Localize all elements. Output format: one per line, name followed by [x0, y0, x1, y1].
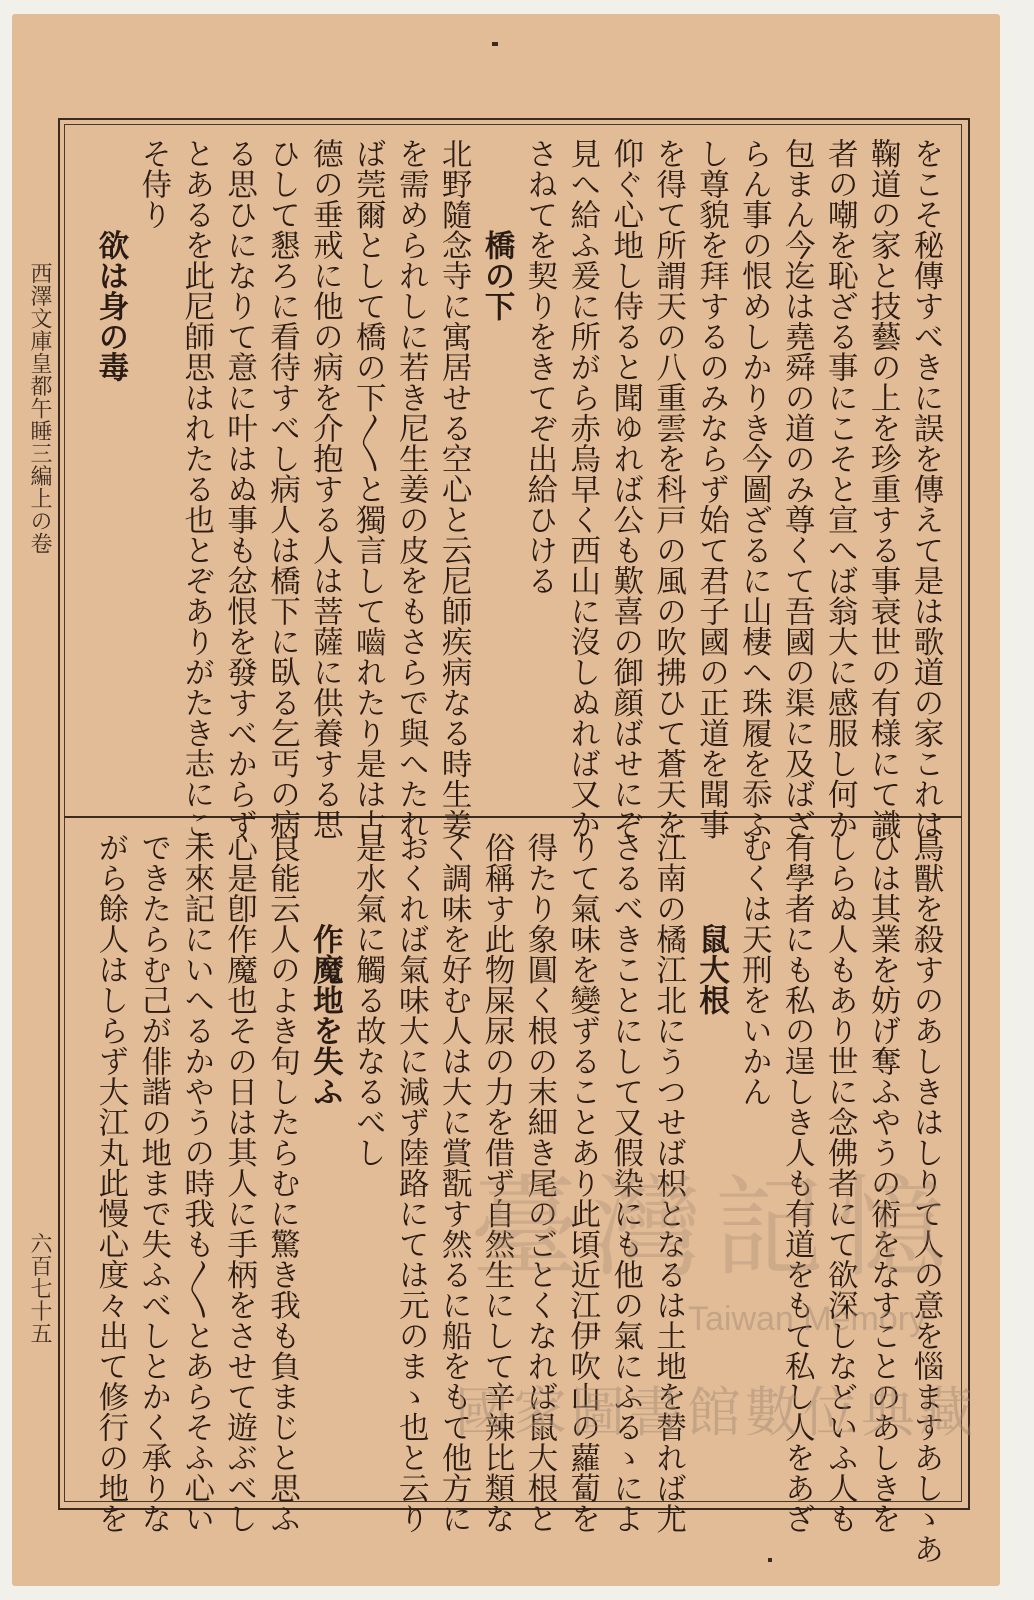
text-column: ば莞爾として橋の下〳〵と獨言して嚙れたり是は古	[350, 138, 386, 840]
section-heading: 欲は身の毒	[92, 138, 129, 382]
text-column: らん事の恨めしかりき今圖ざるに山棲へ珠履を忝ふ	[736, 138, 772, 840]
section-heading: 鼠大根	[693, 832, 730, 1015]
text-column: 德の垂戒に他の病を介抱する人は菩薩に供養する思	[307, 138, 343, 840]
text-column: とあるを此尼師思はれたる也とぞありがたき志にこ	[178, 138, 214, 840]
text-column: 包まん今迄は堯舜の道のみ尊くて吾國の渠に及ばざ	[779, 138, 815, 840]
text-column: しらぬ人もあり世に念佛者にて欲深しなどいふ人も	[822, 832, 858, 1534]
text-column: 得たり象圓く根の末細き尾のごとくなれば鼠大根と	[521, 832, 557, 1534]
text-column: 良能云人のよき句したらむに驚き我も負まじと思ふ	[264, 832, 300, 1534]
text-column: 鳥獸を殺すのあしきはしりて人の意を惱ますあしゝあ	[908, 832, 943, 1564]
running-head: 西澤文庫皇都午睡三編上の卷	[27, 262, 52, 555]
text-column: おくれば氣味大に減ず陸路にては元のまゝ也と云り	[393, 832, 429, 1534]
text-column: がら餘人はしらず大江丸此慢心度々出て修行の地を	[92, 832, 128, 1534]
watermark-library: 國家圖書館數位典藏	[455, 1381, 977, 1444]
text-column: 仰ぐ心地し侍ると聞ゆれば公も歎喜の御顔ばせにぞ	[607, 138, 643, 840]
text-column: く調味を好む人は大に賞翫す然るに船をもて他方に	[436, 832, 472, 1534]
text-column: をこそ秘傳すべきに誤を傳えて是は歌道の家これは	[908, 138, 943, 840]
watermark-logo-text: 臺灣記憶	[470, 1164, 958, 1292]
text-column: 心是卽作魔也その日は其人に手柄をさせて遊ぶべし	[221, 832, 257, 1534]
text-column: し尊貌を拜するのみならず始て君子國の正道を聞事	[693, 138, 729, 840]
bottom-registration-mark	[768, 1558, 772, 1562]
text-column: ひは其業を妨げ奪ふやうの術をなすことのあしきを	[865, 832, 901, 1534]
text-column: 鞠道の家と技藝の上を珍重する事衰世の有様にて識	[865, 138, 901, 840]
text-column: 未來記にいへるかやうの時我も〳〵とあらそふ心い	[178, 832, 214, 1534]
text-column: 是水氣に觸る故なるべし	[350, 832, 386, 1168]
text-column: 江南の橘江北にうつせば枳となるは土地を替れば尤	[650, 832, 686, 1534]
text-column: そ侍り	[135, 138, 171, 230]
text-column: 俗稱す此物屎尿の力を借ず自然生にして辛辣比類な	[479, 832, 514, 1534]
text-column: りて氣味を變ずることあり此頃近江伊吹山の蘿蔔を	[564, 832, 600, 1534]
top-registration-mark	[492, 42, 498, 46]
text-column: さねてを契りをきてぞ出給ひける	[521, 138, 557, 596]
text-column: 者の嘲を恥ざる事にこそと宣へば翁大に感服し何か	[822, 138, 858, 840]
text-column: できたらむ己が俳諧の地まで失ふべしとかく承りな	[135, 832, 171, 1534]
section-heading: 橋の下	[479, 138, 515, 321]
text-column: を需められしに若き尼生姜の皮をもさらで與へたれ	[393, 138, 429, 840]
watermark-english: Taiwan Memory	[688, 1300, 927, 1338]
text-column: ひして懇ろに看待すべし病人は橋下に臥る乞丐の病	[264, 138, 300, 840]
text-column: を得て所謂天の八重雲を科戸の風の吹拂ひて蒼天を	[650, 138, 686, 840]
text-column: 有學者にも私の逞しき人も有道をもて私し人をあざ	[779, 832, 815, 1534]
text-column: 北野隨念寺に寓居せる空心と云尼師疾病なる時生姜	[436, 138, 472, 840]
page-number: 六百七十五	[27, 1232, 52, 1345]
text-column: むくは天刑をいかん	[736, 832, 772, 1107]
text-column: さるべきことにして又假染にも他の氣にふるゝによ	[607, 832, 643, 1534]
text-column: 見へ給ふ爰に所がら赤烏早く西山に沒しぬれば又か	[564, 138, 600, 840]
text-column: る思ひになりて意に叶はぬ事も忿恨を發すべからず	[221, 138, 257, 840]
section-heading: 作魔地を失ふ	[307, 832, 344, 1107]
